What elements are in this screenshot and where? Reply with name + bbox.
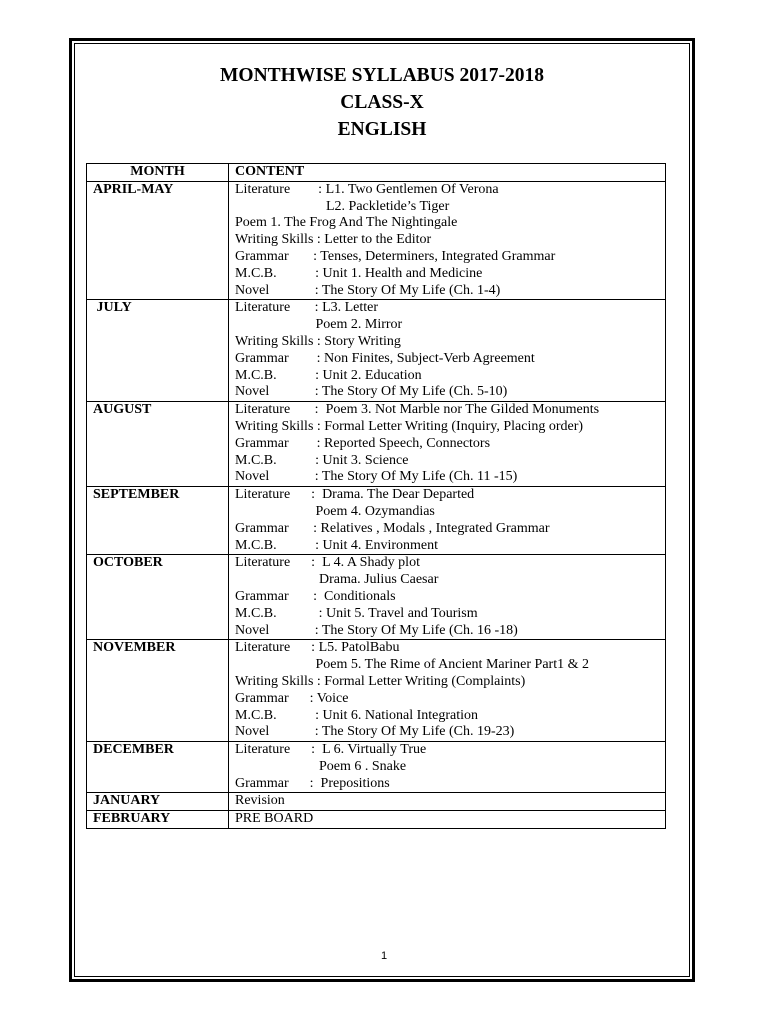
content-line: Grammar : Conditionals — [235, 588, 396, 604]
month-cell: OCTOBER — [87, 555, 229, 640]
month-cell: NOVEMBER — [87, 640, 229, 742]
content-line: Writing Skills : Letter to the Editor — [235, 232, 432, 248]
content-line: Literature : L 6. Virtually True — [235, 742, 427, 758]
content-line: Grammar : Voice — [235, 690, 349, 706]
month-cell: APRIL-MAY — [87, 181, 229, 300]
content-line: M.C.B. : Unit 2. Education — [235, 367, 422, 383]
content-cell — [229, 811, 666, 829]
content-cell — [229, 555, 666, 640]
table-row — [87, 811, 666, 829]
content-cell — [229, 742, 666, 793]
month-cell: JULY — [87, 300, 229, 402]
table-row — [87, 487, 666, 555]
content-line: Writing Skills : Formal Letter Writing (Inquiry, Placing order) — [235, 418, 584, 434]
table-row — [87, 402, 666, 487]
content-line: Grammar : Relatives , Modals , Integrated Grammar — [235, 520, 550, 536]
syllabus-table — [86, 163, 666, 829]
content-line: Grammar : Prepositions — [235, 775, 390, 791]
content-line: M.C.B. : Unit 5. Travel and Tourism — [235, 605, 478, 621]
content-line: Novel : The Story Of My Life (Ch. 1-4) — [235, 282, 501, 298]
content-line: Grammar : Reported Speech, Connectors — [235, 435, 491, 451]
content-line: M.C.B. : Unit 3. Science — [235, 452, 409, 468]
month-cell: DECEMBER — [87, 742, 229, 793]
content-line: Novel : The Story Of My Life (Ch. 11 -15) — [235, 469, 518, 485]
content-line: Revision — [235, 793, 285, 809]
content-cell — [229, 793, 666, 811]
content-line: Poem 5. The Rime of Ancient Mariner Part1 & 2 — [235, 657, 589, 673]
content-line: Literature : L 4. A Shady plot — [235, 555, 420, 571]
month-column-header: MONTH — [87, 164, 229, 182]
page-number: 1 — [380, 950, 388, 962]
content-line: Drama. Julius Caesar — [235, 572, 439, 588]
table-header-row — [87, 164, 666, 182]
content-line: Novel : The Story Of My Life (Ch. 19-23) — [235, 724, 515, 740]
table-row — [87, 300, 666, 402]
content-cell — [229, 487, 666, 555]
class-title: CLASS-X — [340, 92, 424, 113]
document-header — [72, 62, 692, 143]
content-line: Literature : L3. Letter — [235, 300, 379, 316]
document-title: MONTHWISE SYLLABUS 2017-2018 — [220, 65, 544, 86]
subject-title: ENGLISH — [337, 119, 427, 140]
content-line: Writing Skills : Formal Letter Writing (Complaints) — [235, 673, 526, 689]
content-cell — [229, 300, 666, 402]
table-row — [87, 640, 666, 742]
content-line: Literature : Poem 3. Not Marble nor The Gilded Monuments — [235, 402, 600, 418]
content-line: M.C.B. : Unit 6. National Integration — [235, 707, 479, 723]
content-line: PRE BOARD — [235, 811, 314, 827]
content-line: Writing Skills : Story Writing — [235, 333, 401, 349]
content-line: L2. Packletide’s Tiger — [235, 198, 450, 214]
content-cell — [229, 640, 666, 742]
month-cell: FEBRUARY — [87, 811, 229, 829]
content-line: Poem 4. Ozymandias — [235, 503, 435, 519]
content-line: Literature : L1. Two Gentlemen Of Verona — [235, 181, 499, 197]
month-cell: JANUARY — [87, 793, 229, 811]
content-line: Novel : The Story Of My Life (Ch. 5-10) — [235, 384, 508, 400]
content-line: Poem 1. The Frog And The Nightingale — [235, 215, 458, 231]
month-cell: AUGUST — [87, 402, 229, 487]
content-line: Novel : The Story Of My Life (Ch. 16 -18) — [235, 622, 518, 638]
table-row — [87, 742, 666, 793]
content-line: M.C.B. : Unit 1. Health and Medicine — [235, 265, 483, 281]
table-row — [87, 555, 666, 640]
month-cell: SEPTEMBER — [87, 487, 229, 555]
table-row — [87, 793, 666, 811]
content-column-header: CONTENT — [229, 164, 666, 182]
content-line: M.C.B. : Unit 4. Environment — [235, 537, 438, 553]
content-line: Grammar : Non Finites, Subject-Verb Agreement — [235, 350, 535, 366]
content-line: Poem 6 . Snake — [235, 758, 407, 774]
table-row — [87, 181, 666, 300]
content-line: Literature : Drama. The Dear Departed — [235, 487, 475, 503]
content-line: Literature : L5. PatolBabu — [235, 640, 400, 656]
content-cell — [229, 181, 666, 300]
content-line: Grammar : Tenses, Determiners, Integrated Grammar — [235, 248, 556, 264]
content-line: Poem 2. Mirror — [235, 317, 403, 333]
content-cell — [229, 402, 666, 487]
